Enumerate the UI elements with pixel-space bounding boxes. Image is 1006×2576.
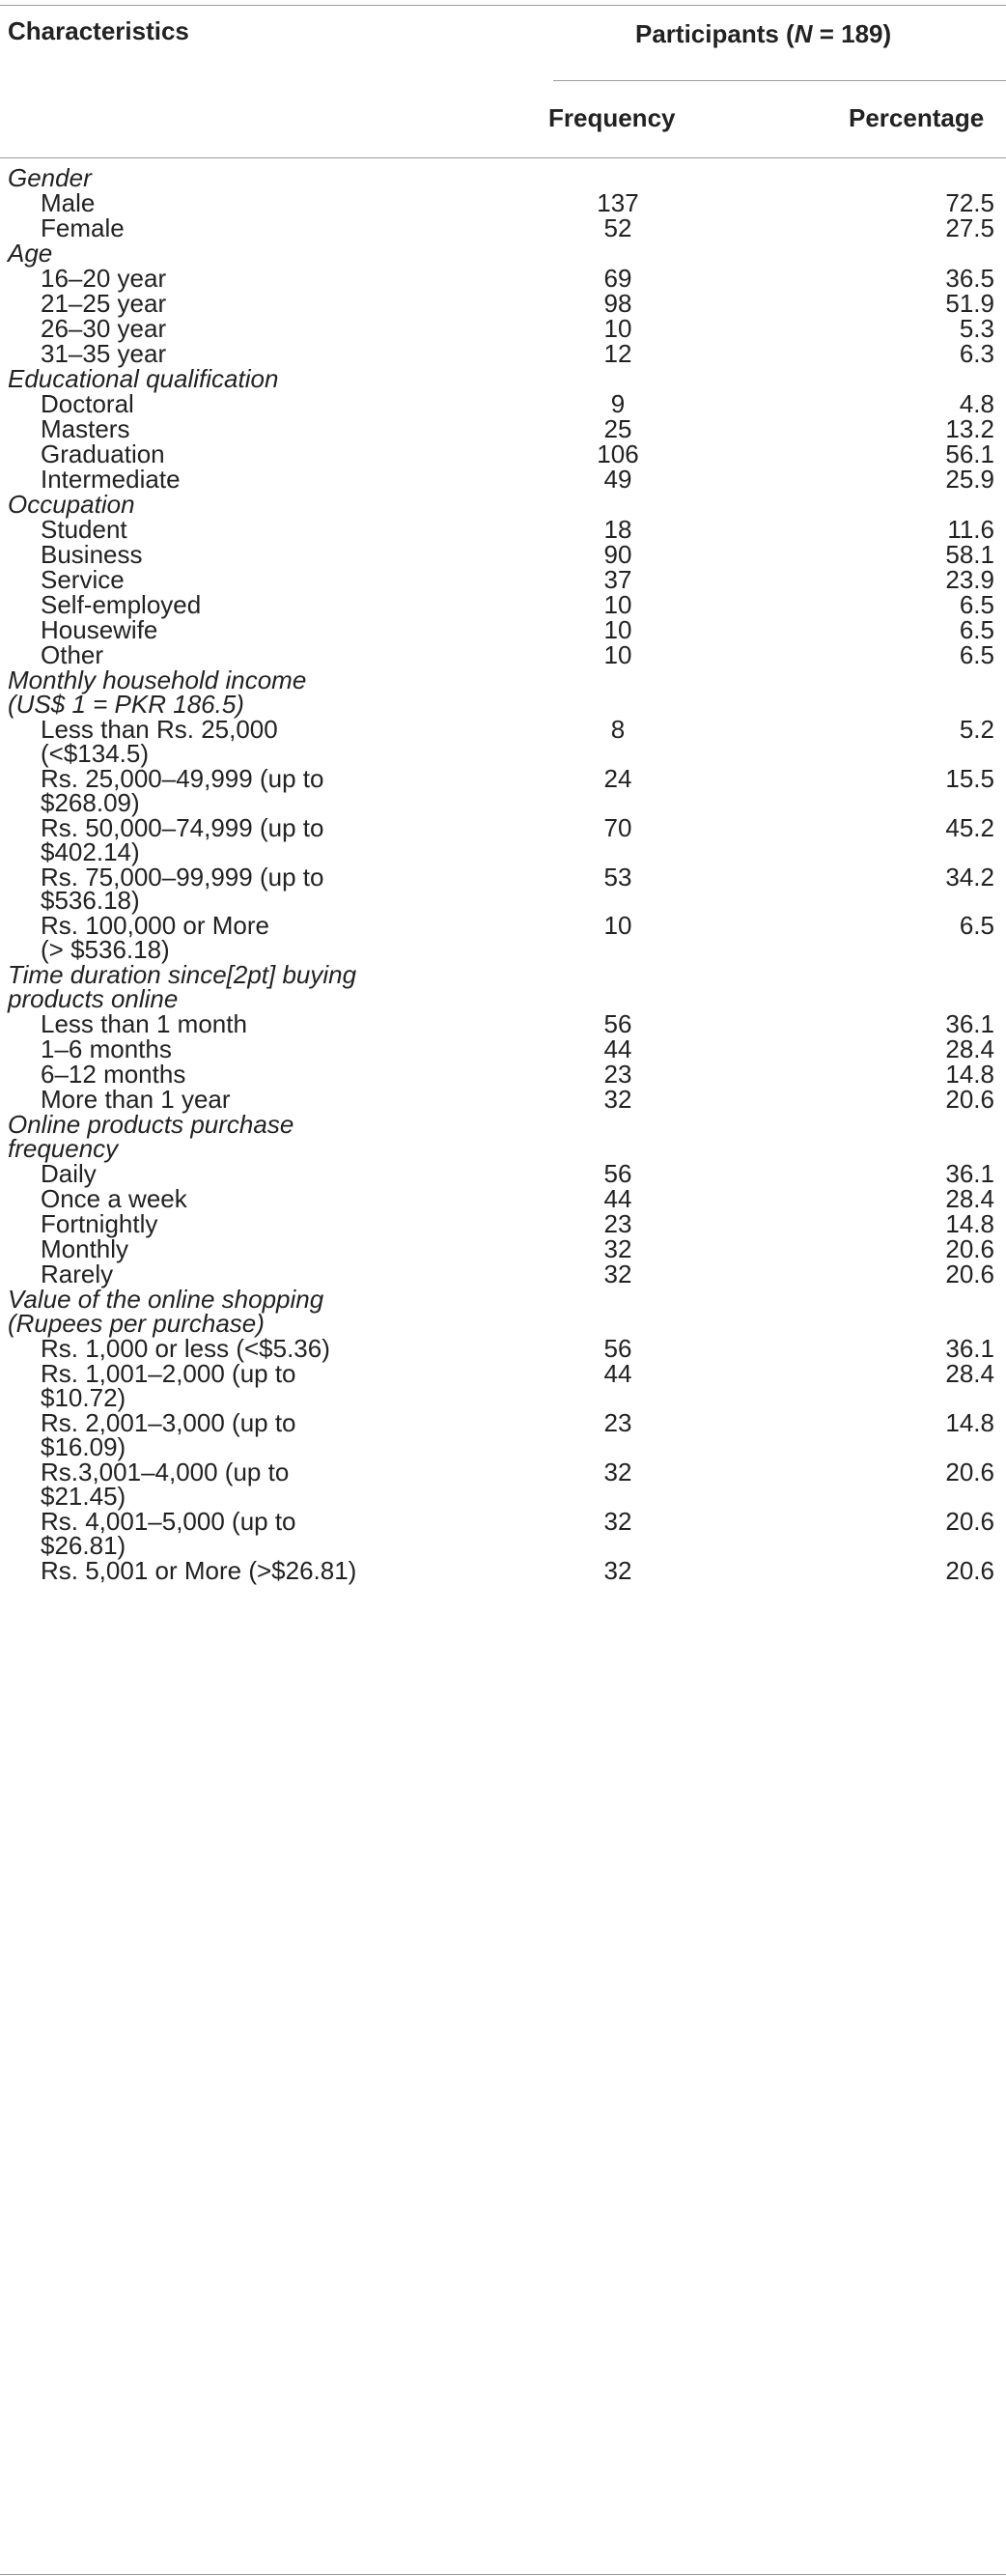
- percentage-cell: 25.9: [945, 465, 994, 494]
- table-row: [0, 714, 1006, 768]
- section-label: [8, 163, 92, 192]
- header-participants: Participants (N = 189): [635, 19, 892, 48]
- label-line: Age: [8, 239, 53, 268]
- label-line: Monthly: [41, 1234, 129, 1264]
- label-line: Rs. 4,001–5,000 (up to: [41, 1506, 296, 1536]
- row-label: [41, 1457, 290, 1511]
- label-line: $26.81): [41, 1530, 126, 1560]
- frequency-cell: 32: [603, 1506, 632, 1536]
- percentage-cell: 51.9: [945, 289, 994, 318]
- label-line: Masters: [41, 414, 130, 443]
- table-row: [0, 515, 1006, 544]
- label-line: $268.09): [41, 787, 140, 817]
- frequency-cell: 23: [603, 1209, 632, 1239]
- label-line: Rs. 50,000–74,999 (up to: [41, 812, 324, 842]
- frequency-cell: 18: [603, 515, 632, 544]
- label-line: $402.14): [41, 836, 140, 866]
- percentage-cell: 72.5: [945, 188, 994, 217]
- row-label: [41, 1262, 113, 1287]
- header-frequency: Frequency: [548, 103, 676, 132]
- row-label: [41, 1555, 357, 1585]
- row-label: [41, 439, 165, 468]
- section-header-row: [0, 163, 1006, 192]
- percentage-cell: 20.6: [945, 1506, 994, 1536]
- row-label: [41, 1234, 129, 1264]
- frequency-cell: 32: [603, 1085, 632, 1115]
- percentage-cell: 36.1: [945, 1159, 994, 1189]
- section-label: [8, 1285, 324, 1339]
- section-header-row: [0, 1285, 1006, 1339]
- percentage-cell: 28.4: [945, 1359, 994, 1389]
- frequency-cell: 56: [603, 1159, 632, 1189]
- percentage-cell: 20.6: [945, 1457, 994, 1486]
- row-label: [41, 289, 167, 318]
- label-line: Doctoral: [41, 389, 134, 418]
- percentage-cell: 5.2: [959, 714, 994, 744]
- table-row: [0, 862, 1006, 916]
- row-label: [41, 339, 167, 368]
- row-label: [41, 714, 278, 768]
- percentage-cell: 27.5: [945, 213, 994, 242]
- label-line: (<$134.5): [41, 738, 150, 768]
- label-line: (Rupees per purchase): [8, 1309, 265, 1339]
- frequency-cell: 44: [603, 1034, 632, 1064]
- label-line: Monthly household income: [8, 665, 307, 694]
- label-line: Rarely: [41, 1260, 114, 1289]
- label-line: Rs. 1,001–2,000 (up to: [41, 1359, 296, 1389]
- section-label: [8, 665, 307, 719]
- label-line: products online: [8, 984, 179, 1014]
- row-label: [41, 1034, 172, 1064]
- label-line: $16.09): [41, 1431, 126, 1461]
- section-header-row: [0, 364, 1006, 393]
- table-row: [0, 1407, 1006, 1461]
- section-header-row: [0, 490, 1006, 519]
- label-line: Male: [41, 188, 96, 217]
- frequency-cell: 10: [603, 615, 632, 644]
- row-label: [41, 213, 125, 242]
- percentage-cell: 20.6: [945, 1260, 994, 1289]
- label-line: Less than 1 month: [41, 1009, 247, 1039]
- frequency-cell: 25: [603, 414, 632, 443]
- percentage-cell: 14.8: [945, 1407, 994, 1437]
- table-row: [0, 763, 1006, 817]
- label-line: $10.72): [41, 1382, 126, 1412]
- label-line: More than 1 year: [41, 1085, 231, 1115]
- row-label: [41, 862, 324, 916]
- frequency-cell: 44: [603, 1359, 632, 1389]
- row-label: [41, 911, 270, 965]
- frequency-cell: 37: [603, 565, 632, 594]
- frequency-cell: 24: [603, 763, 632, 793]
- percentage-cell: 56.1: [945, 439, 994, 468]
- table-row: [0, 1234, 1006, 1264]
- header-rule: [0, 157, 1006, 158]
- section-label: [8, 1110, 294, 1164]
- table-row: [0, 467, 1006, 493]
- row-label: [41, 264, 167, 293]
- section-label: [8, 241, 52, 266]
- header-percentage: Percentage: [849, 103, 985, 132]
- label-line: 1–6 months: [41, 1034, 172, 1064]
- section-label: [8, 490, 135, 519]
- frequency-cell: 44: [603, 1184, 632, 1214]
- section-header-row: [0, 665, 1006, 719]
- label-line: $21.45): [41, 1481, 126, 1511]
- percentage-cell: 6.5: [959, 590, 994, 619]
- label-line: Rs. 75,000–99,999 (up to: [41, 862, 324, 892]
- row-label: [41, 188, 96, 217]
- row-label: [41, 540, 143, 569]
- table-row: [0, 1457, 1006, 1511]
- percentage-cell: 20.6: [945, 1555, 994, 1585]
- label-line: Educational qualification: [8, 364, 279, 393]
- label-line: 21–25 year: [41, 289, 167, 318]
- label-line: Rs. 5,001 or More (>$26.81): [41, 1555, 357, 1585]
- percentage-cell: 28.4: [945, 1034, 994, 1064]
- percentage-cell: 36.1: [945, 1009, 994, 1039]
- frequency-cell: 23: [603, 1060, 632, 1090]
- label-line: 31–35 year: [41, 339, 167, 368]
- label-line: Daily: [41, 1159, 97, 1189]
- row-label: [41, 1085, 231, 1115]
- row-label: [41, 1407, 296, 1461]
- percentage-cell: 14.8: [945, 1209, 994, 1239]
- label-line: frequency: [8, 1134, 119, 1164]
- label-line: Fortnightly: [41, 1209, 158, 1239]
- row-label: [41, 1009, 247, 1039]
- label-line: Once a week: [41, 1184, 187, 1214]
- row-label: [41, 640, 104, 669]
- section-header-row: [0, 1110, 1006, 1164]
- label-line: 16–20 year: [41, 264, 167, 293]
- label-line: $536.18): [41, 886, 140, 916]
- frequency-cell: 10: [603, 590, 632, 619]
- percentage-cell: 20.6: [945, 1085, 994, 1115]
- label-line: Rs. 25,000–49,999 (up to: [41, 763, 324, 793]
- row-label: [41, 1334, 330, 1364]
- label-line: Gender: [8, 163, 92, 192]
- row-label: [41, 515, 127, 544]
- label-line: 6–12 months: [41, 1060, 186, 1090]
- section-label: [8, 960, 357, 1014]
- frequency-cell: 137: [597, 188, 639, 217]
- row-label: [41, 389, 134, 418]
- percentage-cell: 45.2: [945, 812, 994, 842]
- percentage-cell: 36.5: [945, 264, 994, 293]
- percentage-cell: 11.6: [947, 515, 994, 544]
- row-label: [41, 812, 324, 866]
- label-line: Less than Rs. 25,000: [41, 714, 278, 744]
- frequency-cell: 12: [603, 339, 632, 368]
- row-label: [41, 414, 130, 443]
- table-row: [0, 213, 1006, 242]
- table-bottom-rule: [0, 2574, 1006, 2575]
- row-label: [41, 467, 181, 492]
- label-line: Rs. 100,000 or More: [41, 911, 270, 941]
- label-line: (US$ 1 = PKR 186.5): [8, 689, 244, 719]
- label-line: Occupation: [8, 490, 135, 519]
- percentage-cell: 23.9: [945, 565, 994, 594]
- header-characteristics: Characteristics: [8, 16, 189, 45]
- row-label: [41, 763, 324, 817]
- row-label: [41, 1359, 296, 1412]
- frequency-cell: 10: [603, 640, 632, 669]
- label-line: Online products purchase: [8, 1110, 294, 1140]
- percentage-cell: 34.2: [945, 862, 994, 892]
- label-line: Student: [41, 515, 127, 544]
- label-line: Rs. 2,001–3,000 (up to: [41, 1407, 296, 1437]
- frequency-cell: 70: [603, 812, 632, 842]
- frequency-cell: 56: [603, 1334, 632, 1364]
- frequency-cell: 49: [603, 465, 632, 494]
- label-line: Value of the online shopping: [8, 1285, 324, 1315]
- row-label: [41, 590, 202, 619]
- label-line: Graduation: [41, 439, 165, 468]
- row-label: [41, 1506, 296, 1560]
- label-line: Other: [41, 640, 104, 669]
- percentage-cell: 36.1: [945, 1334, 994, 1364]
- frequency-cell: 56: [603, 1009, 632, 1039]
- percentage-cell: 5.3: [959, 314, 994, 343]
- table-body: [0, 163, 1006, 1585]
- label-line: 26–30 year: [41, 314, 167, 343]
- label-line: Rs. 1,000 or less (<$5.36): [41, 1334, 330, 1364]
- row-label: [41, 615, 158, 644]
- row-label: [41, 314, 167, 343]
- frequency-cell: 53: [603, 862, 632, 892]
- frequency-cell: 52: [603, 213, 632, 242]
- frequency-cell: 32: [603, 1234, 632, 1264]
- frequency-cell: 32: [603, 1555, 632, 1585]
- row-label: [41, 1159, 97, 1189]
- table-row: [0, 911, 1006, 965]
- header-participants-n: N: [794, 19, 813, 48]
- section-header-row: [0, 960, 1006, 1014]
- table-row: [0, 540, 1006, 569]
- frequency-cell: 8: [610, 714, 626, 744]
- table-row: [0, 1506, 1006, 1560]
- percentage-cell: 6.3: [959, 339, 994, 368]
- percentage-cell: 13.2: [945, 414, 994, 443]
- row-label: [41, 1184, 187, 1214]
- section-label: [8, 364, 279, 393]
- frequency-cell: 9: [610, 389, 626, 418]
- label-line: Business: [41, 540, 143, 569]
- percentage-cell: 15.5: [945, 763, 994, 793]
- frequency-cell: 69: [603, 264, 632, 293]
- frequency-cell: 10: [603, 911, 632, 941]
- frequency-cell: 98: [603, 289, 632, 318]
- label-line: Female: [41, 213, 125, 242]
- label-line: (> $536.18): [41, 935, 170, 965]
- percentage-cell: 6.5: [959, 640, 994, 669]
- label-line: Time duration since[2pt] buying: [8, 960, 357, 990]
- percentage-cell: 20.6: [945, 1234, 994, 1264]
- frequency-cell: 23: [603, 1407, 632, 1437]
- table-row: [0, 188, 1006, 217]
- label-line: Rs.3,001–4,000 (up to: [41, 1457, 290, 1486]
- table-row: [0, 615, 1006, 644]
- frequency-cell: 32: [603, 1260, 632, 1289]
- percentage-cell: 6.5: [959, 615, 994, 644]
- row-label: [41, 1209, 158, 1239]
- row-label: [41, 1060, 186, 1090]
- frequency-cell: 32: [603, 1457, 632, 1486]
- table-row: [0, 389, 1006, 418]
- label-line: Housewife: [41, 615, 158, 644]
- percentage-cell: 6.5: [959, 911, 994, 941]
- percentage-cell: 58.1: [945, 540, 994, 569]
- label-line: Service: [41, 565, 125, 594]
- table-row: [0, 1209, 1006, 1239]
- row-label: [41, 565, 125, 594]
- label-line: Self-employed: [41, 590, 202, 619]
- table-top-rule: [0, 5, 1006, 6]
- percentage-cell: 28.4: [945, 1184, 994, 1214]
- percentage-cell: 14.8: [945, 1060, 994, 1090]
- frequency-cell: 106: [597, 439, 639, 468]
- percentage-cell: 4.8: [959, 389, 994, 418]
- table-row: [0, 1555, 1006, 1585]
- frequency-cell: 90: [603, 540, 632, 569]
- frequency-cell: 10: [603, 314, 632, 343]
- table-row: [0, 1359, 1006, 1412]
- participants-subrule: [553, 80, 1006, 81]
- label-line: Intermediate: [41, 465, 181, 494]
- table-row: [0, 812, 1006, 866]
